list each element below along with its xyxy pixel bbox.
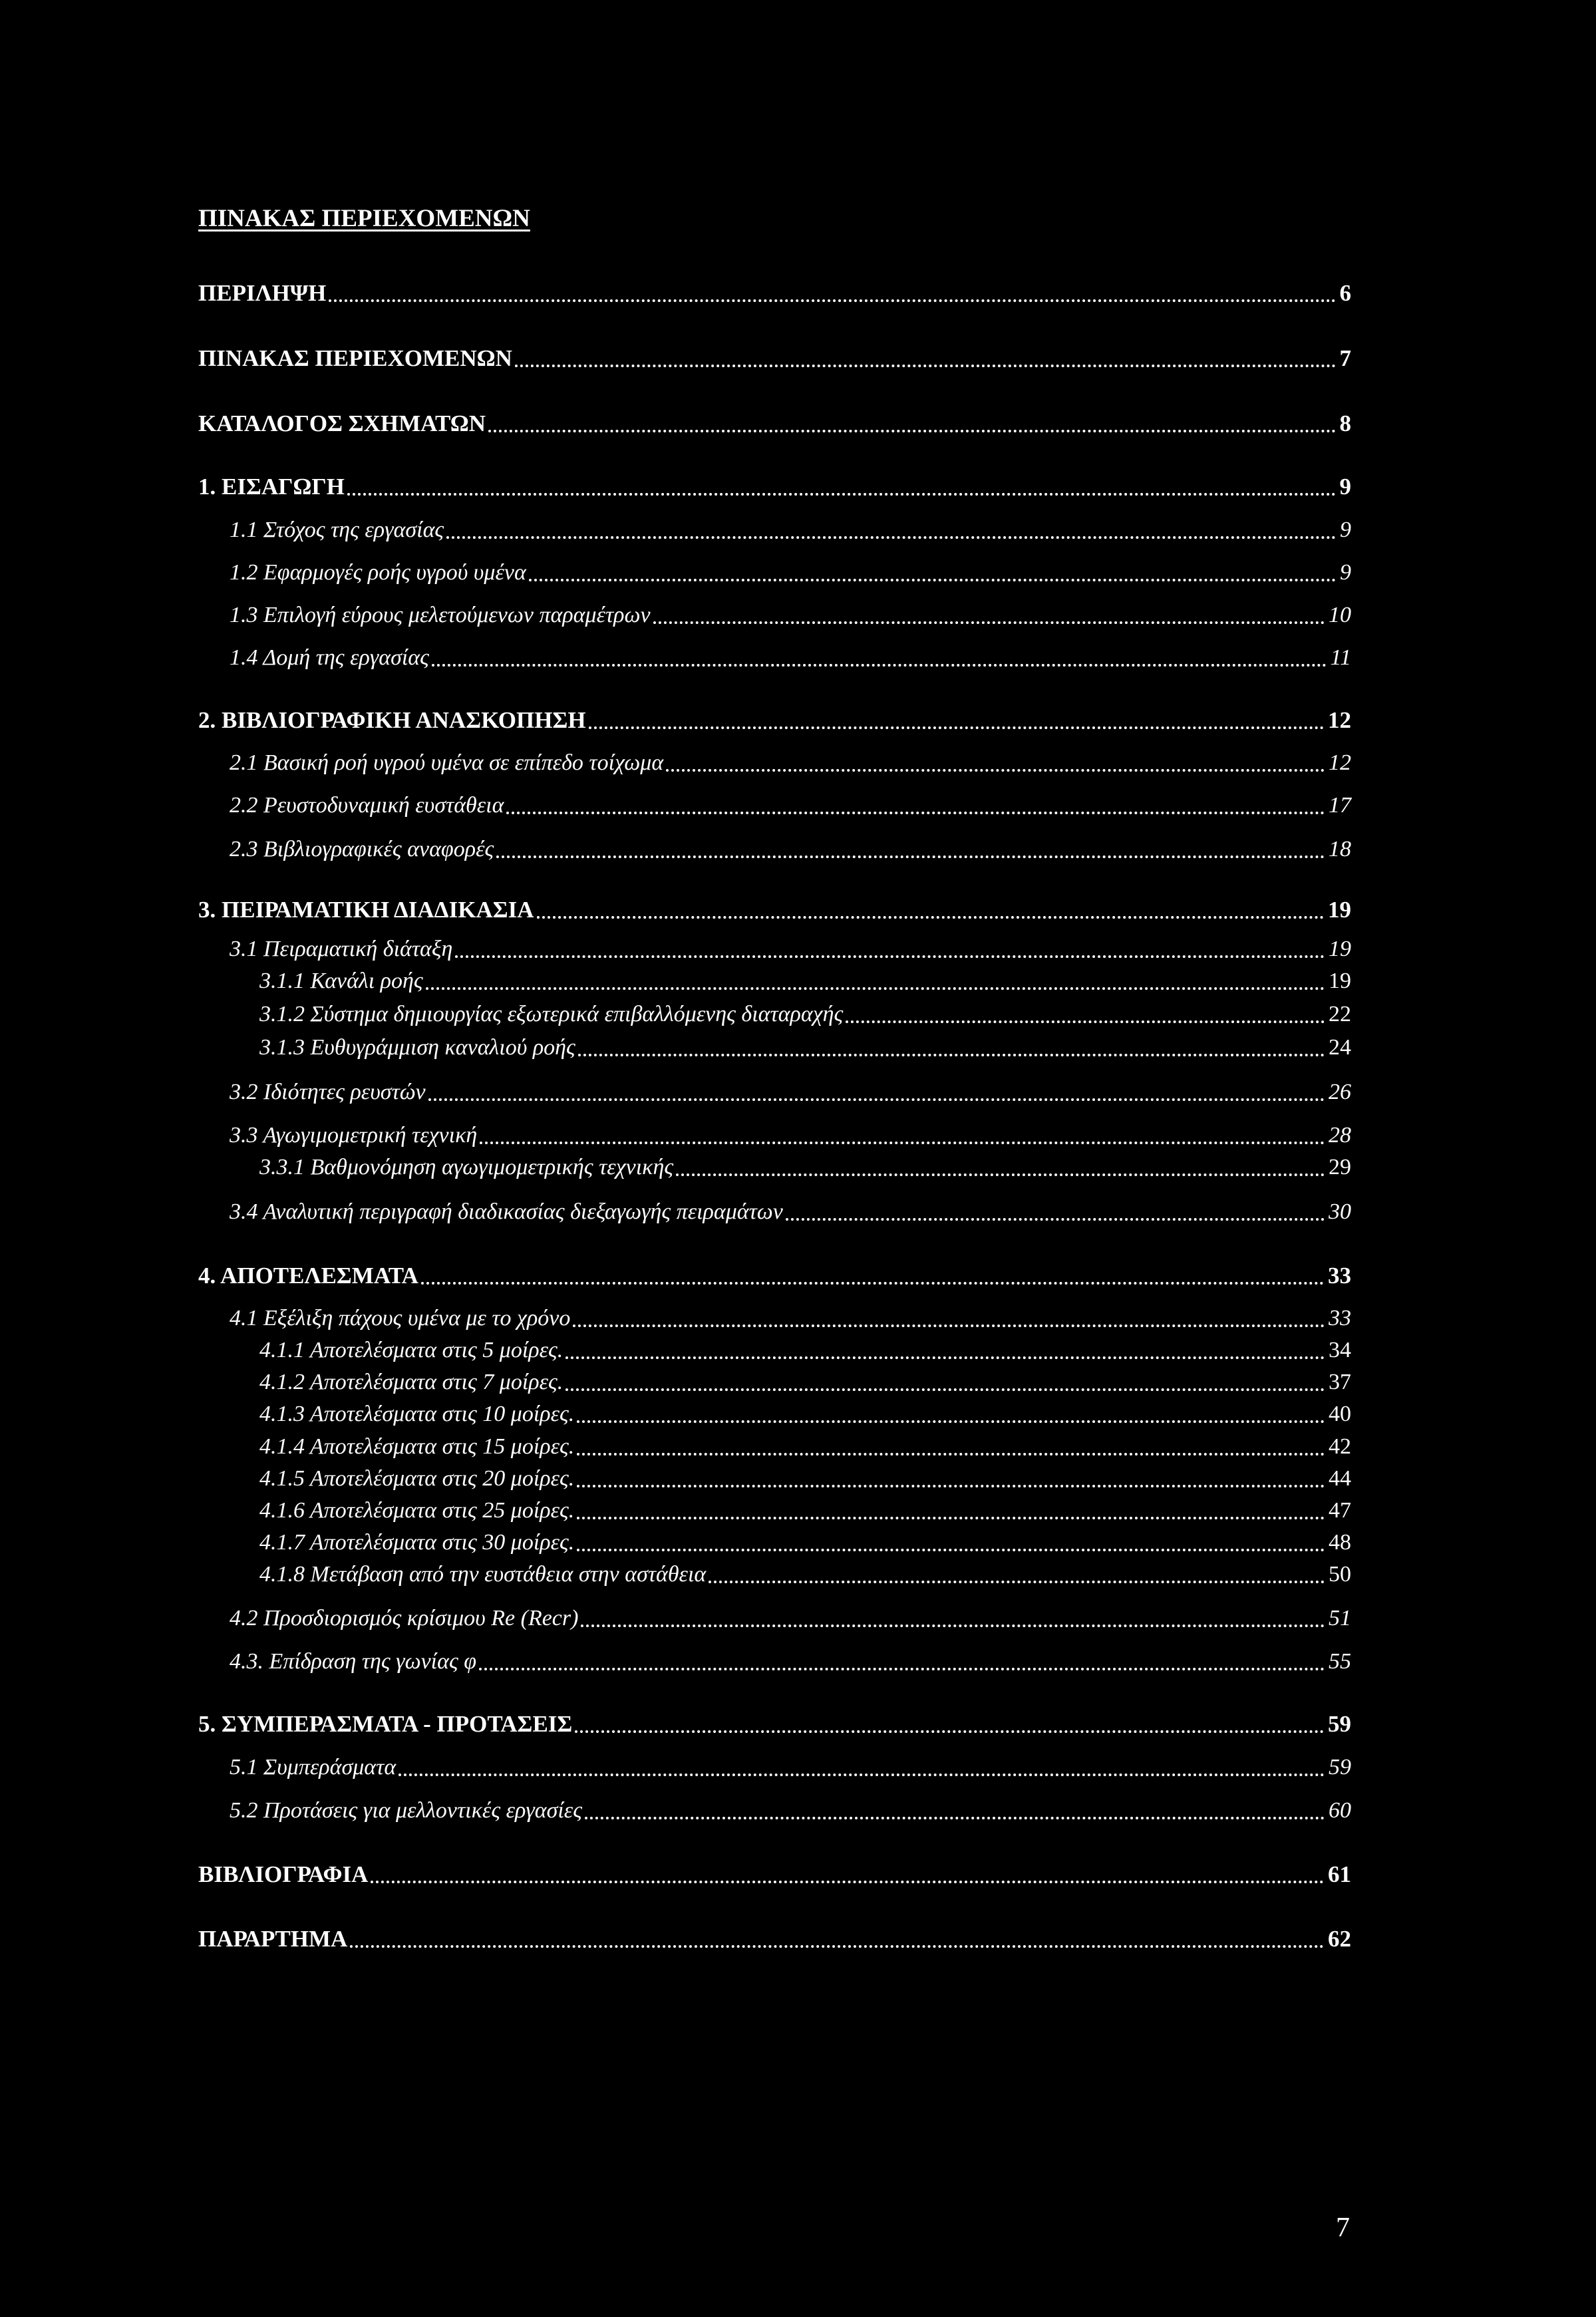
toc-entry-page: 29 <box>1329 1155 1351 1179</box>
toc-leader-dots <box>371 1881 1324 1883</box>
toc-entry[interactable] <box>0 1076 1596 1108</box>
toc-entry-label: 2.3 Βιβλιογραφικές αναφορές <box>230 837 494 861</box>
toc-leader-dots <box>479 1668 1325 1670</box>
toc-entry-page: 62 <box>1328 1926 1351 1952</box>
toc-entry-label: 3.1 Πειραματική διάταξη <box>230 937 453 961</box>
toc-entry-page: 34 <box>1329 1338 1351 1362</box>
toc-leader-dots <box>565 1388 1325 1391</box>
toc-entry[interactable] <box>0 1259 1596 1291</box>
toc-entry[interactable] <box>0 1751 1596 1783</box>
toc-entry-page: 61 <box>1328 1861 1351 1887</box>
toc-entry-label: 1.3 Επιλογή εύρους μελετούμενων παραμέτρων <box>230 603 651 627</box>
toc-entry-label: 5.1 Συμπεράσματα <box>230 1755 397 1779</box>
toc-entry-page: 30 <box>1329 1199 1351 1224</box>
toc-entry-page: 44 <box>1329 1466 1351 1491</box>
toc-leader-dots <box>329 299 1336 302</box>
toc-entry-page: 59 <box>1328 1711 1351 1737</box>
toc-entry-page: 24 <box>1329 1035 1351 1060</box>
toc-entry[interactable] <box>0 933 1596 965</box>
toc-entry[interactable] <box>0 1923 1596 1954</box>
toc-leader-dots <box>589 726 1324 729</box>
toc-entry[interactable] <box>0 1119 1596 1151</box>
toc-entry[interactable] <box>0 407 1596 439</box>
toc-entry-label: 4.1.8 Μετάβαση από την ευστάθεια στην αστάθεια <box>259 1562 707 1587</box>
toc-entry-page: 59 <box>1329 1755 1351 1779</box>
toc-leader-dots <box>515 365 1336 367</box>
toc-leader-dots <box>399 1774 1325 1776</box>
toc-entry-page: 60 <box>1329 1798 1351 1823</box>
toc-entry-page: 9 <box>1339 474 1351 500</box>
toc-entry-page: 9 <box>1340 560 1351 585</box>
toc-entry-label: 3.3 Αγωγιμομετρική τεχνική <box>230 1123 478 1148</box>
toc-entry-page: 11 <box>1330 645 1351 670</box>
toc-entry-label: 5.2 Προτάσεις για μελλοντικές εργασίες <box>230 1798 582 1823</box>
toc-entry-label: 4.3. Επίδραση της γωνίας φ <box>230 1649 477 1674</box>
toc-entry[interactable] <box>0 1462 1596 1494</box>
toc-entry-label: 4.1 Εξέλιξη πάχους υμένα με το χρόνο <box>230 1306 571 1330</box>
toc-entry-label: 3.2 Ιδιότητες ρευστών <box>230 1080 426 1104</box>
toc-entry-label: ΚΑΤΑΛΟΓΟΣ ΣΧΗΜΑΤΩΝ <box>198 410 486 436</box>
toc-leader-dots <box>585 1817 1325 1819</box>
toc-entry[interactable] <box>0 833 1596 865</box>
toc-entry[interactable] <box>0 704 1596 736</box>
toc-leader-dots <box>565 1356 1325 1359</box>
toc-entry-page: 48 <box>1329 1530 1351 1555</box>
toc-entry-label: 4.1.7 Αποτελέσματα στις 30 μοίρες. <box>259 1530 575 1555</box>
toc-entry[interactable] <box>0 1031 1596 1063</box>
toc-entry-label: 2.1 Βασική ροή υγρού υμένα σε επίπεδο τοίχωμα <box>230 750 664 775</box>
toc-entry-label: 4. ΑΠΟΤΕΛΕΣΜΑΤΑ <box>198 1263 418 1289</box>
toc-entry-page: 7 <box>1339 345 1351 371</box>
toc-entry[interactable] <box>0 342 1596 374</box>
toc-entry-page: 9 <box>1340 518 1351 542</box>
toc-leader-dots <box>455 955 1325 958</box>
page-title: ΠΙΝΑΚΑΣ ΠΕΡΙΕΧΟΜΕΝΩΝ <box>198 205 530 232</box>
toc-leader-dots <box>709 1581 1325 1583</box>
toc-entry[interactable] <box>0 1494 1596 1526</box>
toc-leader-dots <box>421 1282 1324 1285</box>
toc-entry-label: 3.1.3 Ευθυγράμμιση καναλιού ροής <box>259 1035 575 1060</box>
toc-entry-label: 5. ΣΥΜΠΕΡΑΣΜΑΤΑ - ΠΡΟΤΑΣΕΙΣ <box>198 1711 573 1737</box>
toc-entry-page: 40 <box>1329 1402 1351 1426</box>
toc-entry-page: 10 <box>1329 603 1351 627</box>
toc-entry[interactable] <box>0 1151 1596 1183</box>
toc-entry-label: 4.1.1 Αποτελέσματα στις 5 μοίρες. <box>259 1338 563 1362</box>
toc-leader-dots <box>581 1624 1325 1627</box>
toc-leader-dots <box>426 987 1325 990</box>
toc-leader-dots <box>488 430 1336 432</box>
toc-entry-page: 26 <box>1329 1080 1351 1104</box>
toc-entry-page: 19 <box>1329 937 1351 961</box>
toc-entry-page: 33 <box>1329 1306 1351 1330</box>
toc-entry[interactable] <box>0 1708 1596 1740</box>
toc-entry[interactable] <box>0 277 1596 309</box>
toc-entry-page: 37 <box>1329 1370 1351 1394</box>
toc-entry[interactable] <box>0 1398 1596 1430</box>
toc-entry[interactable] <box>0 893 1596 925</box>
toc-entry-label: 3.1.2 Σύστημα δημιουργίας εξωτερικά επιβαλλόμενης διαταραχής <box>259 1002 844 1026</box>
toc-entry[interactable] <box>0 1334 1596 1366</box>
toc-entry-label: 2. ΒΙΒΛΙΟΓΡΑΦΙΚΗ ΑΝΑΣΚΟΠΗΣΗ <box>198 707 586 733</box>
toc-entry[interactable] <box>0 1526 1596 1558</box>
toc-leader-dots <box>676 1173 1325 1176</box>
toc-entry[interactable] <box>0 599 1596 631</box>
toc-entry-label: ΒΙΒΛΙΟΓΡΑΦΙΑ <box>198 1861 369 1887</box>
toc-entry[interactable] <box>0 998 1596 1030</box>
toc-leader-dots <box>350 1945 1324 1948</box>
toc-entry-page: 22 <box>1329 1002 1351 1026</box>
toc-entry[interactable] <box>0 1195 1596 1227</box>
toc-entry-page: 55 <box>1329 1649 1351 1674</box>
toc-entry-page: 12 <box>1328 707 1351 733</box>
toc-entry[interactable] <box>0 641 1596 673</box>
toc-entry-page: 33 <box>1328 1263 1351 1289</box>
toc-leader-dots <box>506 812 1325 814</box>
toc-entry-label: 1. ΕΙΣΑΓΩΓΗ <box>198 474 345 500</box>
toc-entry-label: 4.1.4 Αποτελέσματα στις 15 μοίρες. <box>259 1434 575 1459</box>
toc-entry[interactable] <box>0 1645 1596 1677</box>
toc-entry-label: ΠΙΝΑΚΑΣ ΠΕΡΙΕΧΟΜΕΝΩΝ <box>198 345 512 371</box>
toc-entry-page: 8 <box>1339 410 1351 436</box>
toc-leader-dots <box>577 1517 1325 1519</box>
toc-entry-label: ΠΕΡΙΛΗΨΗ <box>198 280 327 306</box>
toc-entry-label: 3.1.1 Κανάλι ροής <box>259 969 423 993</box>
toc-entry-label: ΠΑΡΑΡΤΗΜΑ <box>198 1926 348 1952</box>
toc-entry[interactable] <box>0 1794 1596 1826</box>
toc-leader-dots <box>577 1549 1325 1551</box>
toc-entry-label: 4.1.6 Αποτελέσματα στις 25 μοίρες. <box>259 1498 575 1523</box>
toc-entry[interactable] <box>0 470 1596 502</box>
toc-entry[interactable] <box>0 746 1596 778</box>
toc-leader-dots <box>577 1453 1325 1456</box>
toc-entry-label: 3. ΠΕΙΡΑΜΑΤΙΚΗ ΔΙΑΔΙΚΑΣΙΑ <box>198 897 534 923</box>
toc-entry-label: 3.3.1 Βαθμονόμηση αγωγιμομετρικής τεχνικής <box>259 1155 674 1179</box>
toc-entry[interactable] <box>0 789 1596 821</box>
toc-leader-dots <box>666 769 1325 772</box>
toc-leader-dots <box>496 855 1325 858</box>
toc-leader-dots <box>432 664 1327 667</box>
toc-entry-label: 4.1.2 Αποτελέσματα στις 7 μοίρες. <box>259 1370 563 1394</box>
toc-entry[interactable] <box>0 1430 1596 1462</box>
toc-leader-dots <box>347 493 1336 496</box>
toc-leader-dots <box>575 1730 1324 1733</box>
toc-entry-page: 12 <box>1329 750 1351 775</box>
toc-leader-dots <box>529 579 1336 581</box>
toc-entry-label: 4.1.5 Αποτελέσματα στις 20 μοίρες. <box>259 1466 575 1491</box>
toc-entry[interactable] <box>0 1558 1596 1590</box>
toc-leader-dots <box>577 1420 1325 1423</box>
toc-entry[interactable] <box>0 965 1596 997</box>
toc-entry-page: 19 <box>1329 969 1351 993</box>
toc-entry-page: 50 <box>1329 1562 1351 1587</box>
toc-entry-label: 3.4 Αναλυτική περιγραφή διαδικασίας διεξαγωγής πειραμάτων <box>230 1199 783 1224</box>
toc-entry-page: 17 <box>1329 793 1351 818</box>
toc-leader-dots <box>573 1324 1325 1327</box>
toc-leader-dots <box>428 1098 1325 1101</box>
toc-leader-dots <box>578 1054 1325 1056</box>
toc-leader-dots <box>653 621 1325 624</box>
toc-leader-dots <box>480 1142 1325 1144</box>
toc-entry-page: 19 <box>1328 897 1351 923</box>
toc-entry-label: 4.2 Προσδιορισμός κρίσιμου Re (Recr) <box>230 1606 579 1630</box>
toc-entry-label: 1.1 Στόχος της εργασίας <box>230 518 444 542</box>
toc-entry-page: 18 <box>1329 837 1351 861</box>
toc-entry[interactable] <box>0 1602 1596 1634</box>
toc-entry-page: 51 <box>1329 1606 1351 1630</box>
toc-entry[interactable] <box>0 1858 1596 1890</box>
toc-entry-page: 47 <box>1329 1498 1351 1523</box>
toc-entry[interactable] <box>0 1302 1596 1334</box>
toc-entry-page: 42 <box>1329 1434 1351 1459</box>
toc-entry-page: 28 <box>1329 1123 1351 1148</box>
toc-entry-page: 6 <box>1339 280 1351 306</box>
toc-leader-dots <box>537 916 1324 919</box>
toc-entry-label: 2.2 Ρευστοδυναμική ευστάθεια <box>230 793 504 818</box>
page-number: 7 <box>1336 2213 1350 2243</box>
toc-entry-label: 1.2 Εφαρμογές ροής υγρού υμένα <box>230 560 526 585</box>
toc-leader-dots <box>846 1020 1325 1023</box>
toc-entry[interactable] <box>0 514 1596 545</box>
toc-entry[interactable] <box>0 1366 1596 1398</box>
toc-leader-dots <box>446 536 1336 539</box>
toc-entry-label: 1.4 Δομή της εργασίας <box>230 645 429 670</box>
toc-entry[interactable] <box>0 556 1596 588</box>
toc-leader-dots <box>577 1485 1325 1487</box>
toc-entry-label: 4.1.3 Αποτελέσματα στις 10 μοίρες. <box>259 1402 575 1426</box>
toc-leader-dots <box>786 1218 1325 1221</box>
